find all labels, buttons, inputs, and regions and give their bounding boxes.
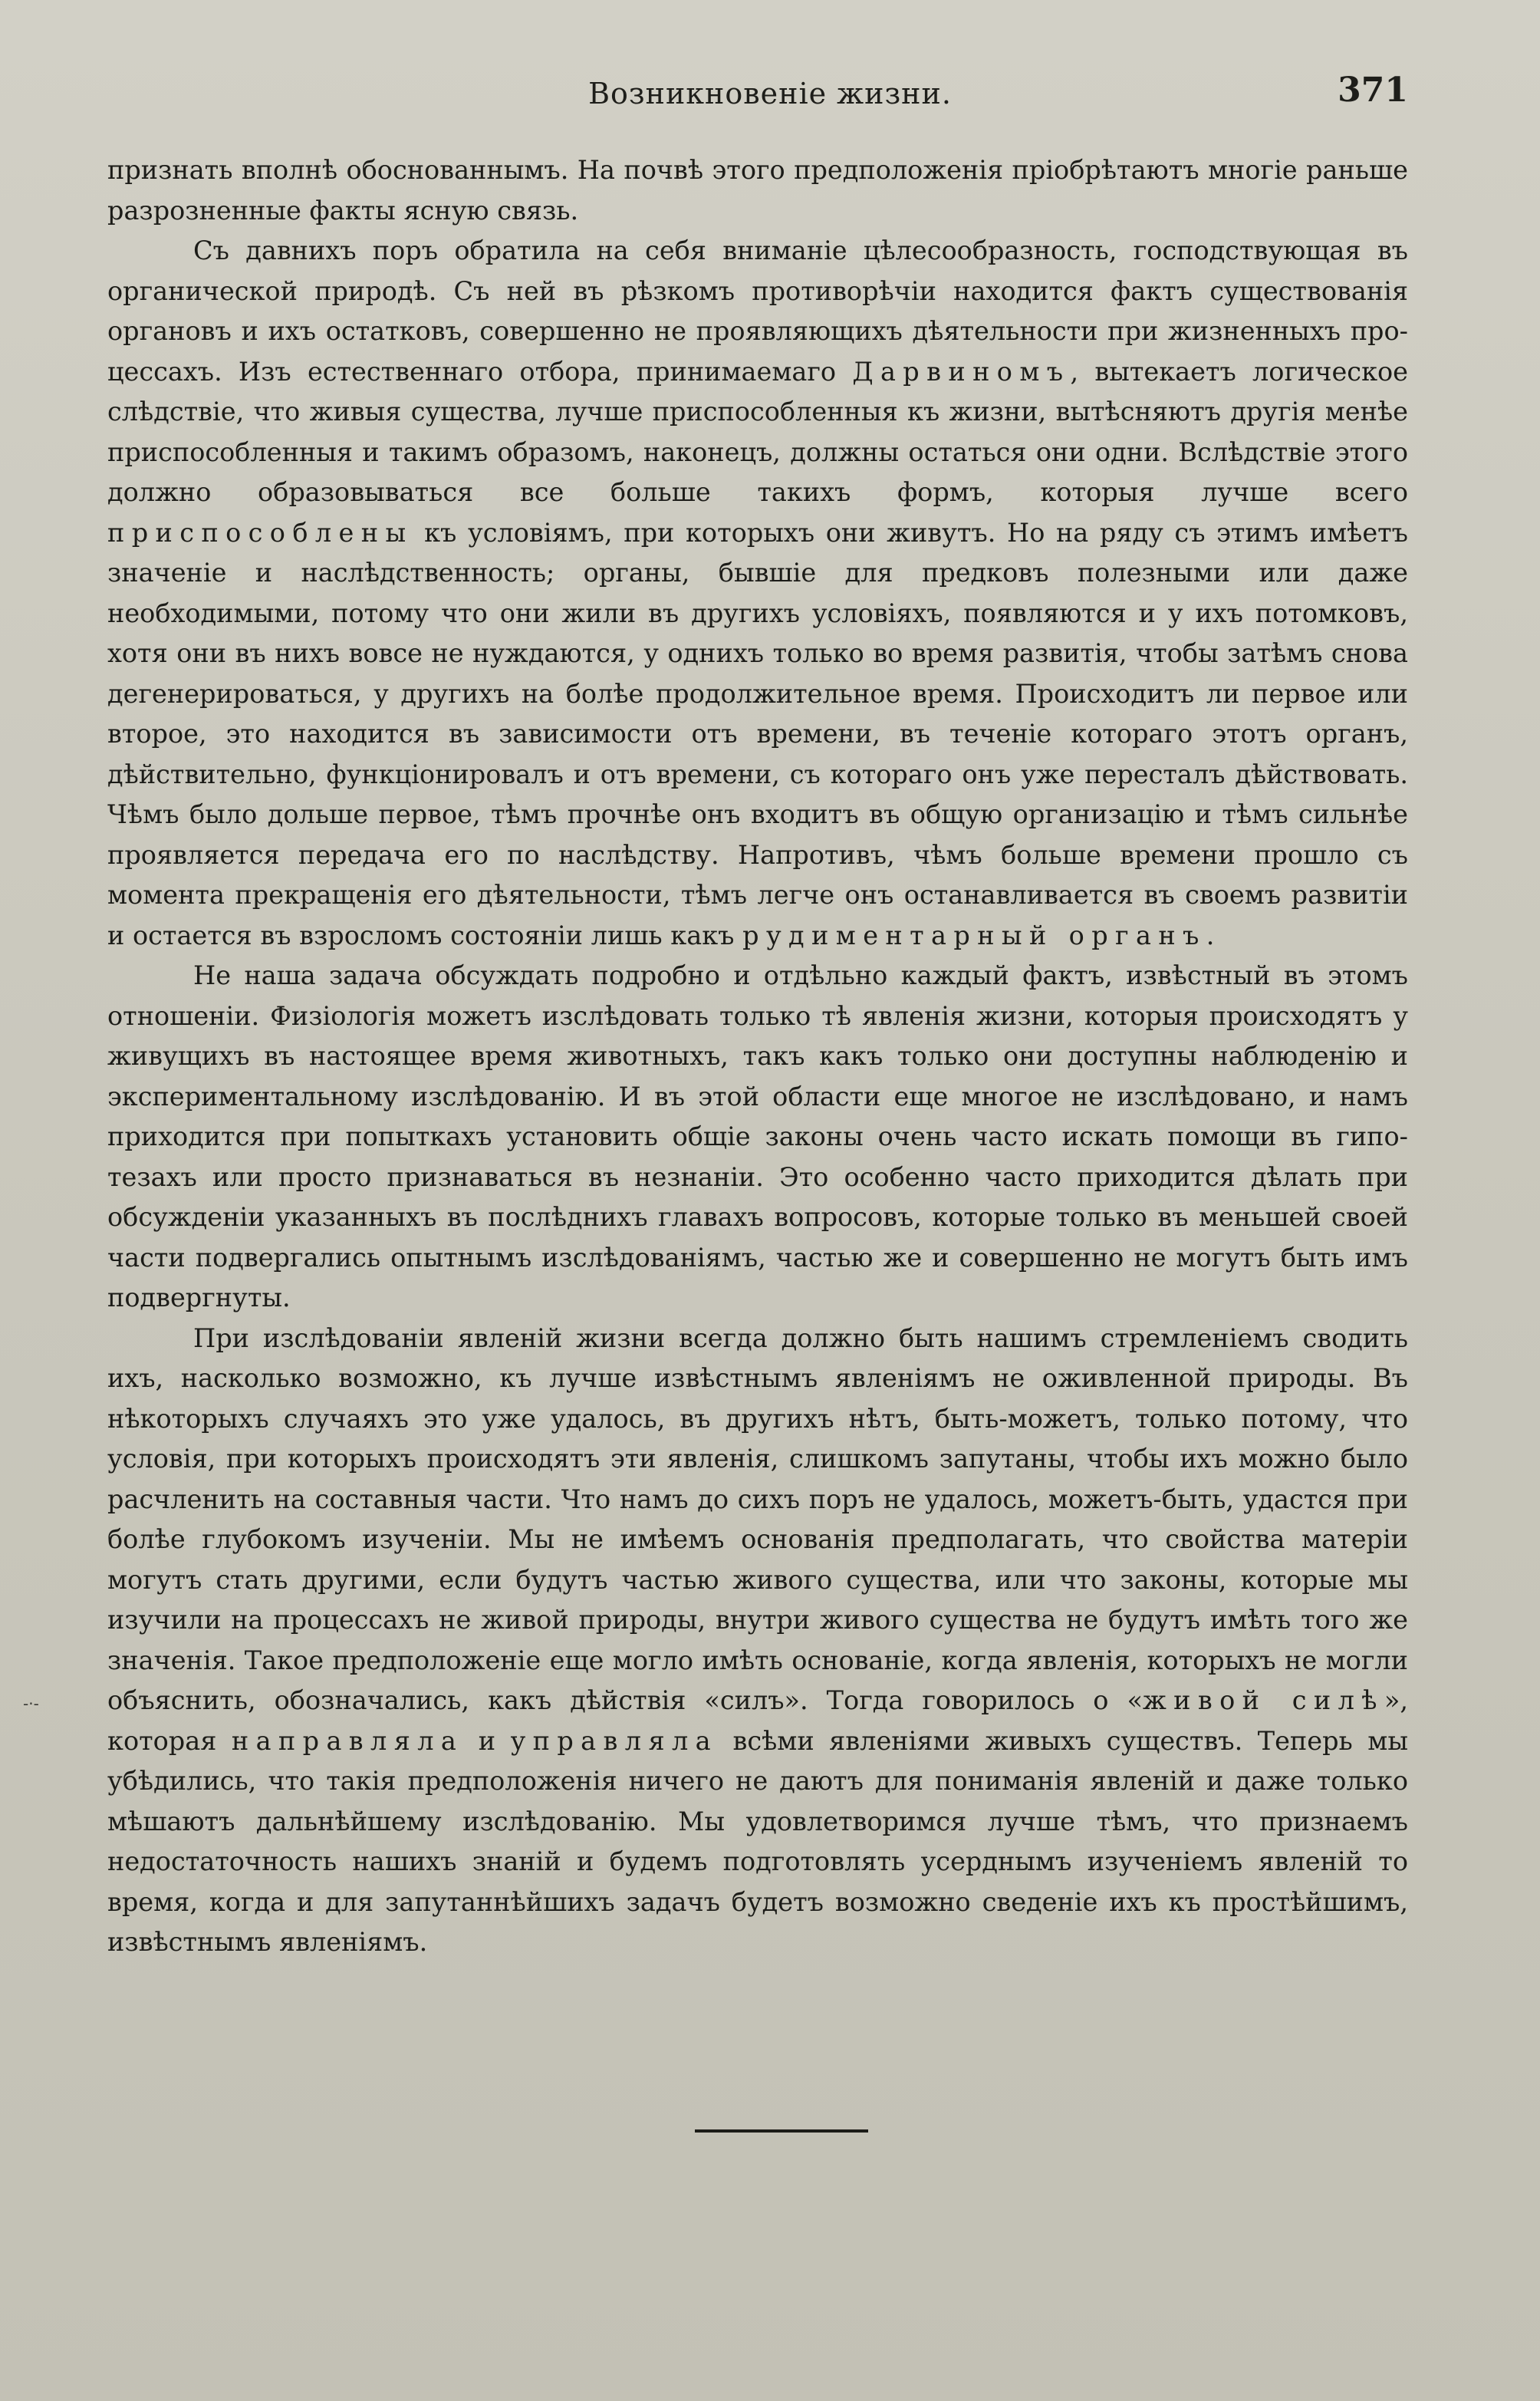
page-number: 371 [1338, 71, 1408, 110]
text-run: всѣми явленіями живыхъ существъ. Теперь мы убѣдились, что такія предположенія ничего не даютъ для пониманія явленій и даже только мѣшаютъ дальнѣйшему изслѣдованію. Мы удовлетворимся лучше тѣмъ, что признаемъ недостаточность нашихъ знаній и будемъ подготовлять усерднымъ изученіемъ явленій то время, когда и для запутаннѣйшихъ задачъ будетъ возможно сведеніе ихъ къ простѣйшимъ, извѣстнымъ явленіямъ. [107, 1725, 1408, 1957]
section-end-rule [695, 2129, 868, 2133]
text-run: , вытекаетъ логическое слѣдствіе, что живыя существа, лучше приспособленныя къ жизни, вытѣсняютъ другія менѣе приспособленныя и такимъ образомъ, наконецъ, должны остаться они одни. Вслѣдствіе этого должно образовываться все больше такихъ формъ, которыя лучше всего [107, 356, 1408, 507]
paragraph [107, 956, 1408, 1319]
running-head [0, 71, 1540, 117]
paragraph [107, 231, 1408, 956]
running-title: Возникновеніе жизни. [588, 77, 952, 110]
text-run: признать вполнѣ обоснованнымъ. На почвѣ этого предположенія пріобрѣтаютъ многіе раньше разрозненные факты ясную связь. [107, 155, 1408, 226]
emphasized-spaced-text: живой силѣ [1142, 1685, 1384, 1715]
text-run: Не наша задача обсуждать подробно и отдѣльно каждый фактъ, извѣстный въ этомъ отношеніи. Физіологія можетъ изслѣдовать только тѣ явленія жизни, которыя происходятъ у живущихъ въ настоящее время животныхъ, такъ какъ только они доступны наблюденію и экспериментальному изслѣдованію. И въ этой области еще многое не изслѣдовано, и намъ приходится при попыткахъ установить общіе законы очень часто искать помощи въ гипотезахъ или просто признаваться въ незнаніи. Это особенно часто приходится дѣлать при обсужденіи указанныхъ въ послѣднихъ главахъ вопросовъ, которые только въ меньшей своей части подвергались опытнымъ изслѣдованіямъ, частью же и совершенно не могутъ быть имъ подвергнуты. [107, 960, 1408, 1312]
paragraph [107, 1319, 1408, 1963]
emphasized-spaced-text: приспособлены [107, 517, 413, 548]
body-text [107, 150, 1408, 1963]
text-run: Съ давнихъ поръ обратила на себя вниманіе цѣлесообразность, господствующая въ органической природѣ. Съ ней въ рѣзкомъ противорѣчіи находится фактъ существованія органовъ и ихъ остатковъ, совершенно не проявляющихъ дѣятельности при жизненныхъ процессахъ. Изъ естественнаго отбора, принимаемаго [107, 235, 1408, 387]
margin-ink-mark: -·- [23, 1695, 39, 1713]
text-run: При изслѣдованіи явленій жизни всегда должно быть нашимъ стремленіемъ сводить ихъ, насколько возможно, къ лучше извѣстнымъ явленіямъ не оживленной природы. Въ нѣкоторыхъ случаяхъ это уже удалось, въ другихъ нѣтъ, быть-можетъ, только потому, что условія, при которыхъ происходятъ эти явленія, слишкомъ запутаны, чтобы ихъ можно было расчленить на составныя части. Что намъ до сихъ поръ не удалось, можетъ-быть, удастся при болѣе глубокомъ изученіи. Мы не имѣемъ основанія предполагать, что свойства матеріи могутъ стать другими, если будутъ частью живого существа, или что законы, которые мы изучили на процессахъ не живой природы, внутри живого существа не будутъ имѣть того же значенія. Такое предположеніе еще могло имѣть основаніе, когда явленія, которыхъ не могли объяснить, обозначались, какъ дѣйствія «силъ». Тогда говорилось о « [107, 1322, 1408, 1715]
emphasized-spaced-text: рудиментарный органъ [742, 920, 1206, 950]
emphasized-spaced-text: направляла [231, 1725, 464, 1756]
text-run: къ условіямъ, при которыхъ они живутъ. Но на ряду съ этимъ имѣетъ значеніе и наслѣдственность; органы, бывшіе для предковъ полезными или даже необходимыми, потому что они жили въ другихъ условіяхъ, появляются и у ихъ потомковъ, хотя они въ нихъ вовсе не нуждаются, у однихъ только во время развитія, чтобы затѣмъ снова дегенерироваться, у другихъ на болѣе продолжительное время. Происходитъ ли первое или второе, это находится въ зависимости отъ времени, въ теченіе котораго этотъ органъ, дѣйствительно, функціонировалъ и отъ времени, съ котораго онъ уже пересталъ дѣйствовать. Чѣмъ было дольше первое, тѣмъ прочнѣе онъ входитъ въ общую организацію и тѣмъ сильнѣе проявляется передача его по наслѣдству. Напротивъ, чѣмъ больше времени прошло съ момента прекращенія его дѣятельности, тѣмъ легче онъ останавливается въ своемъ развитіи и остается въ взросломъ состояніи лишь какъ [107, 517, 1408, 950]
text-run: . [1206, 920, 1215, 950]
emphasized-spaced-text: управляла [510, 1725, 718, 1756]
text-run: и [463, 1725, 511, 1756]
emphasized-spaced-text: Дарвиномъ [852, 356, 1071, 387]
paragraph [107, 150, 1408, 231]
text-run: », которая [107, 1685, 1408, 1756]
